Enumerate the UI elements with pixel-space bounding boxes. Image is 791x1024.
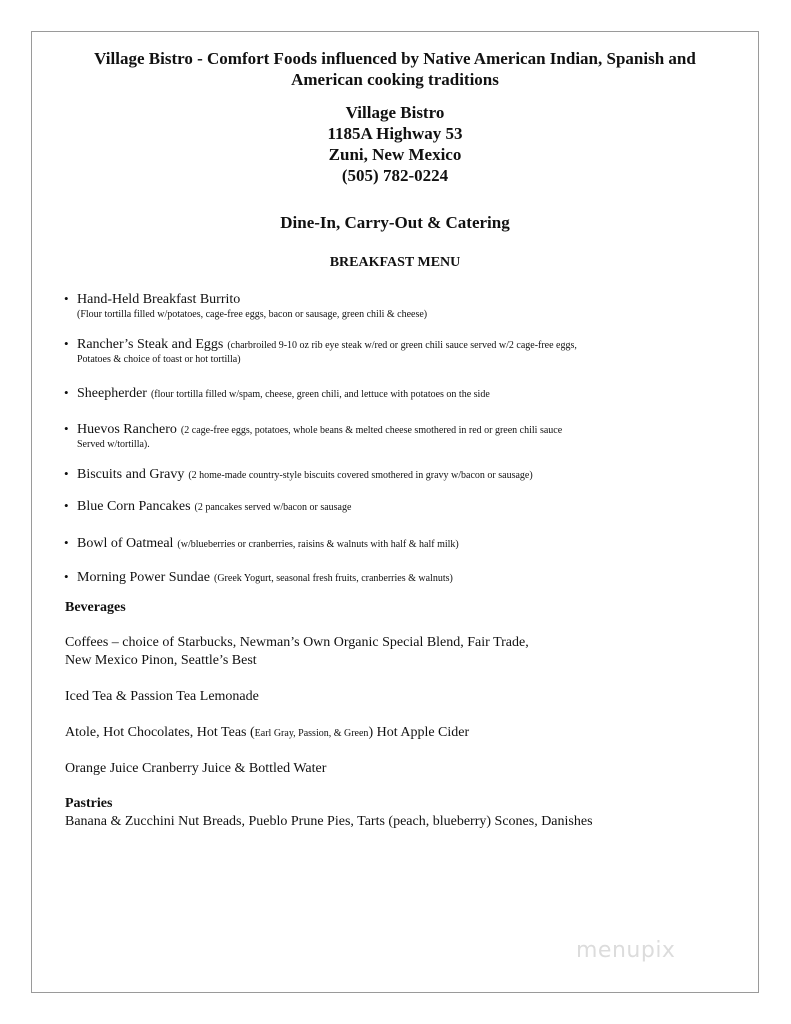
hot-drinks-text: Atole, Hot Chocolates, Hot Teas ( — [65, 725, 255, 740]
item-desc: (flour tortilla filled w/spam, cheese, green chili, and lettuce with potatoes on the side — [150, 389, 490, 400]
item-desc: (Flour tortilla filled w/potatoes, cage-free eggs, bacon or sausage, green chili & cheese) — [77, 309, 428, 320]
item-name: Biscuits and Gravy — [77, 467, 185, 482]
list-item — [64, 384, 744, 402]
item-name: Sheepherder — [77, 386, 147, 401]
hot-drinks-text-end: ) Hot Apple Cider — [368, 725, 470, 740]
item-desc-continued: Potatoes & choice of toast or hot tortilla) — [77, 354, 241, 365]
restaurant-address — [31, 102, 759, 186]
bullet-icon: • — [64, 291, 69, 306]
item-desc: (2 pancakes served w/bacon or sausage — [194, 502, 352, 513]
phone-number: (505) 782-0224 — [341, 166, 449, 185]
item-desc-continued: Served w/tortilla). — [77, 439, 150, 450]
iced-tea-line: Iced Tea & Passion Tea Lemonade — [65, 689, 259, 704]
hot-drinks-line — [65, 724, 745, 743]
bullet-icon: • — [64, 569, 69, 584]
item-name: Rancher’s Steak and Eggs — [77, 337, 224, 352]
page-title — [31, 48, 759, 90]
services-line: Dine-In, Carry-Out & Catering — [280, 213, 510, 232]
coffees-line-2: New Mexico Pinon, Seattle’s Best — [65, 653, 257, 668]
list-item — [64, 290, 744, 322]
item-desc: (2 home-made country-style biscuits covered smothered in gravy w/bacon or sausage) — [188, 470, 533, 481]
bullet-icon: • — [64, 385, 69, 400]
title-line-2: American cooking traditions — [291, 70, 499, 89]
bullet-icon: • — [64, 421, 69, 436]
list-item — [64, 568, 744, 586]
item-desc: (charbroiled 9-10 oz rib eye steak w/red or green chili sauce served w/2 cage-free eggs, — [227, 340, 577, 351]
tea-varieties: Earl Gray, Passion, & Green — [254, 728, 369, 739]
list-item — [64, 335, 744, 367]
list-item — [64, 497, 744, 515]
item-name: Bowl of Oatmeal — [77, 536, 174, 551]
list-item — [64, 420, 744, 452]
restaurant-name: Village Bistro — [345, 103, 445, 122]
pastries-heading: Pastries — [65, 796, 113, 811]
title-line-1: Village Bistro - Comfort Foods influenced by Native American Indian, Spanish and — [94, 49, 696, 68]
bullet-icon: • — [64, 535, 69, 550]
city-state: Zuni, New Mexico — [328, 145, 462, 164]
beverages-heading: Beverages — [65, 600, 126, 615]
item-name: Morning Power Sundae — [77, 570, 210, 585]
list-item — [64, 534, 744, 552]
item-name: Hand-Held Breakfast Burrito — [77, 292, 241, 307]
item-name: Blue Corn Pancakes — [77, 499, 191, 514]
menu-title: BREAKFAST MENU — [329, 255, 461, 270]
bullet-icon: • — [64, 498, 69, 513]
list-item — [64, 465, 744, 483]
item-name: Huevos Ranchero — [77, 422, 177, 437]
item-desc: (2 cage-free eggs, potatoes, whole beans & melted cheese smothered in red or green chili sauce — [180, 425, 563, 436]
bullet-icon: • — [64, 336, 69, 351]
pastries-line: Banana & Zucchini Nut Breads, Pueblo Prune Pies, Tarts (peach, blueberry) Scones, Danishes — [65, 814, 593, 829]
menupix-watermark: menupix — [576, 938, 676, 963]
item-desc: (w/blueberries or cranberries, raisins & walnuts with half & half milk) — [177, 539, 459, 550]
item-desc: (Greek Yogurt, seasonal fresh fruits, cranberries & walnuts) — [214, 573, 453, 584]
coffees-line-1: Coffees – choice of Starbucks, Newman’s Own Organic Special Blend, Fair Trade, — [65, 635, 529, 650]
juices-line: Orange Juice Cranberry Juice & Bottled Water — [65, 761, 327, 776]
street-address: 1185A Highway 53 — [327, 124, 463, 143]
bullet-icon: • — [64, 466, 69, 481]
